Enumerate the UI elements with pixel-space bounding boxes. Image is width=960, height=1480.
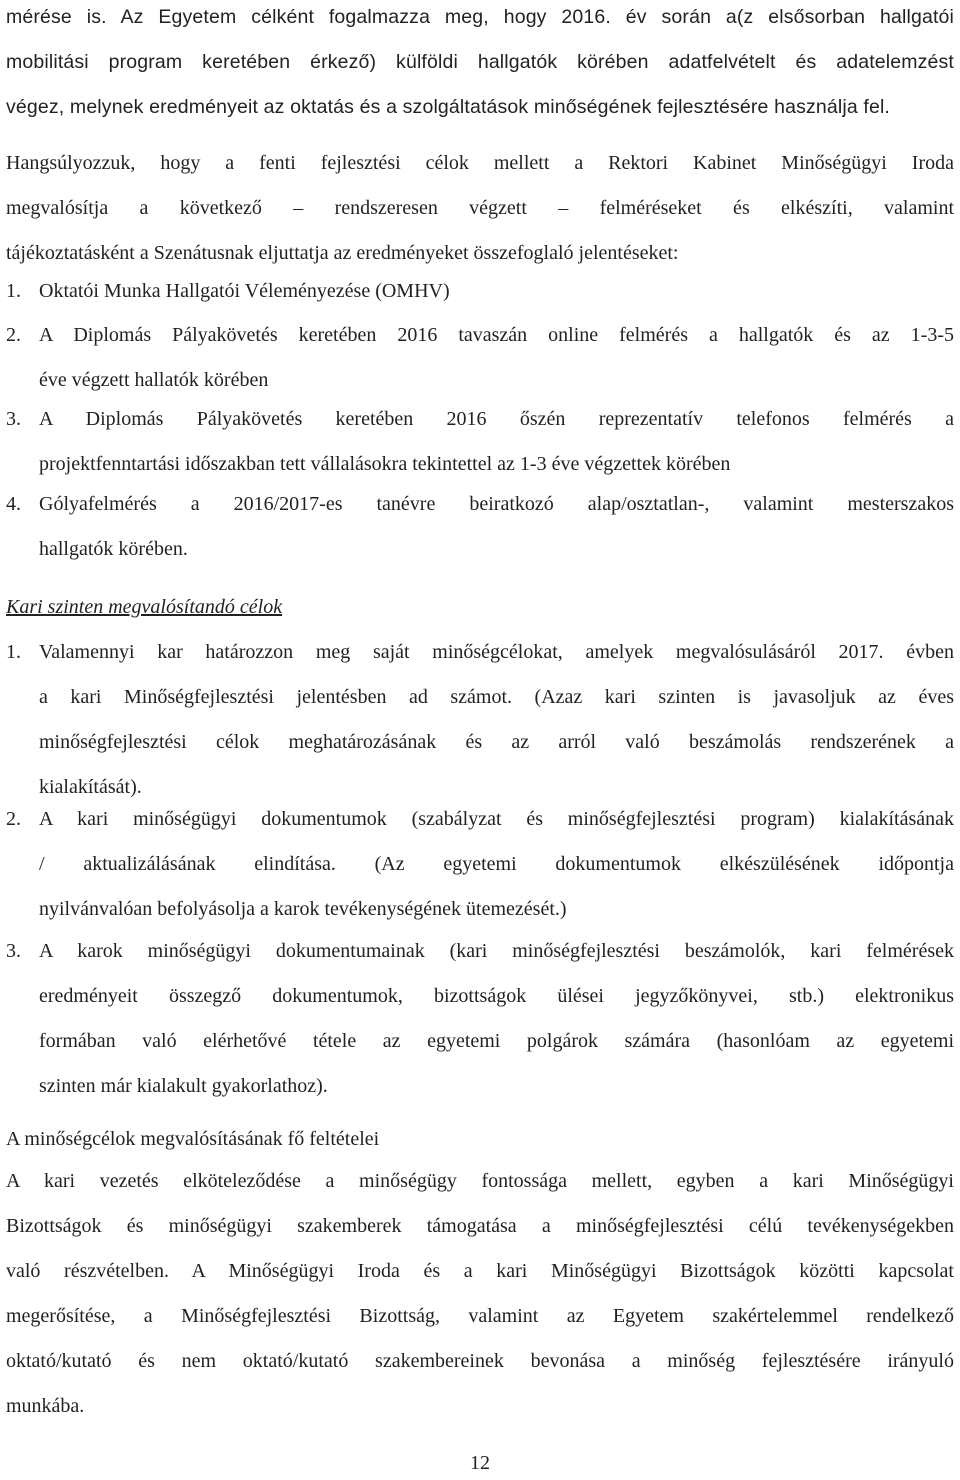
text-line: kialakítását).: [39, 776, 142, 798]
surveys-intro-paragraph: [6, 141, 954, 276]
list-number: 4.: [6, 493, 21, 515]
text-line: hallgatók körében.: [39, 538, 188, 560]
list-number: 3.: [6, 940, 21, 962]
text-line: A kari minőségügyi dokumentumok (szabályzat és minőségfejlesztési program) kialakításának: [39, 808, 954, 830]
text-line: szinten már kialakult gyakorlathoz).: [39, 1075, 328, 1097]
conditions-paragraph: [6, 1159, 954, 1429]
text-line: Oktatói Munka Hallgatói Véleményezése (OMHV): [39, 280, 450, 302]
text-line: való részvételben. A Minőségügyi Iroda és a kari Minőségügyi Bizottságok közötti kapcsolat: [6, 1260, 954, 1282]
text-line: eredményeit összegző dokumentumok, bizottságok ülései jegyzőkönyvei, stb.) elektronikus: [39, 985, 954, 1007]
text-line: mérése is. Az Egyetem célként fogalmazza meg, hogy 2016. év során a(z elsősorban hallgatói: [6, 6, 954, 28]
list-number: 2.: [6, 324, 21, 346]
text-line: A kari vezetés elköteleződése a minőségügy fontossága mellett, egyben a kari Minőségügyi: [6, 1170, 954, 1192]
list-number: 1.: [6, 641, 21, 663]
text-line: A Diplomás Pályakövetés keretében 2016 őszén reprezentatív telefonos felmérés a: [39, 408, 954, 430]
text-line: mobilitási program keretében érkező) külföldi hallgatók körében adatfelvételt és adatelemzést: [6, 51, 954, 73]
text-line: tájékoztatásként a Szenátusnak eljuttatja az eredményeket összefoglaló jelentéseket:: [6, 242, 679, 264]
text-line: A karok minőségügyi dokumentumainak (kari minőségfejlesztési beszámolók, kari felmérések: [39, 940, 954, 962]
list-number: 2.: [6, 808, 21, 830]
text-line: / aktualizálásának elindítása. (Az egyetemi dokumentumok elkészülésének időpontja: [39, 853, 954, 875]
text-line: Hangsúlyozzuk, hogy a fenti fejlesztési célok mellett a Rektori Kabinet Minőségügyi Iroda: [6, 152, 954, 174]
list-number: 3.: [6, 408, 21, 430]
text-line: Gólyafelmérés a 2016/2017-es tanévre beiratkozó alap/osztatlan-, valamint mesterszakos: [39, 493, 954, 515]
text-line: éve végzett hallatók körében: [39, 369, 269, 391]
text-line: minőségfejlesztési célok meghatározásának és az arról való beszámolás rendszerének a: [39, 731, 954, 753]
kari-goals-heading: Kari szinten megvalósítandó célok: [6, 596, 283, 618]
text-line: megerősítése, a Minőségfejlesztési Bizottság, valamint az Egyetem szakértelemmel rendelkező: [6, 1305, 954, 1327]
text-line: a kari Minőségfejlesztési jelentésben ad számot. (Azaz kari szinten is javasoljuk az éves: [39, 686, 954, 708]
text-line: munkába.: [6, 1395, 85, 1417]
page-number: 12: [470, 1452, 490, 1474]
text-line: végez, melynek eredményeit az oktatás és a szolgáltatások minőségének fejlesztésére használja fel.: [6, 96, 891, 118]
text-line: megvalósítja a következő – rendszeresen végzett – felméréseket és elkészíti, valamint: [6, 197, 954, 219]
text-line: formában való elérhetővé tétele az egyetemi polgárok számára (hasonlóam az egyetemi: [39, 1030, 954, 1052]
list-number: 1.: [6, 280, 21, 302]
text-line: nyilvánvalóan befolyásolja a karok tevékenységének ütemezését.): [39, 898, 567, 920]
text-line: A Diplomás Pályakövetés keretében 2016 tavaszán online felmérés a hallgatók és az 1-3-5: [39, 324, 954, 346]
text-line: Bizottságok és minőségügyi szakemberek támogatása a minőségfejlesztési célú tevékenységekben: [6, 1215, 954, 1237]
text-line: projektfenntartási időszakban tett vállalásokra tekintettel az 1-3 éve végzettek körében: [39, 453, 731, 475]
text-line: Valamennyi kar határozzon meg saját minőségcélokat, amelyek megvalósulásáról 2017. évben: [39, 641, 954, 663]
text-line: oktató/kutató és nem oktató/kutató szakembereinek bevonása a minőség fejlesztésére irányuló: [6, 1350, 954, 1372]
conditions-heading: A minőségcélok megvalósításának fő feltételei: [6, 1128, 380, 1150]
intro-paragraph: [6, 0, 954, 130]
